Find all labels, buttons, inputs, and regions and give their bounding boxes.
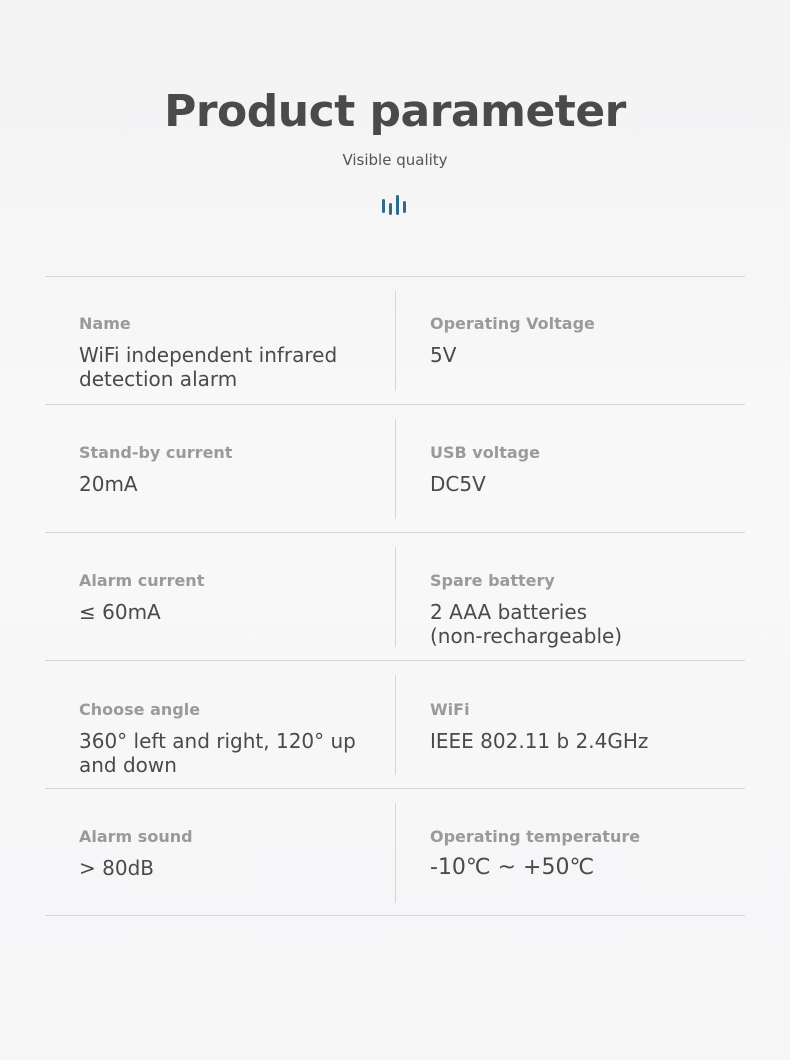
param-value: ≤ 60mA — [79, 600, 161, 624]
param-label: USB voltage — [430, 443, 540, 462]
param-value: WiFi independent infrared detection alarm — [79, 343, 338, 391]
param-value: 5V — [430, 343, 457, 367]
row-divider — [45, 532, 745, 533]
column-divider — [395, 419, 396, 519]
param-alarm-current — [79, 570, 379, 624]
param-label: Alarm sound — [79, 827, 193, 846]
param-alarm-sound — [79, 826, 379, 880]
row-divider — [45, 915, 745, 916]
param-usb-voltage — [430, 442, 730, 496]
param-label: WiFi — [430, 700, 470, 719]
param-value: 2 AAA batteries (non-rechargeable) — [430, 600, 623, 648]
column-divider — [395, 803, 396, 903]
param-operating-voltage — [430, 313, 730, 367]
param-choose-angle — [79, 699, 379, 777]
column-divider — [395, 291, 396, 391]
param-value: > 80dB — [79, 856, 154, 880]
param-value: DC5V — [430, 472, 486, 496]
param-label: Operating Voltage — [430, 314, 595, 333]
column-divider — [395, 675, 396, 775]
row-divider — [45, 788, 745, 789]
param-label: Operating temperature — [430, 827, 641, 846]
param-value: 20mA — [79, 472, 138, 496]
equalizer-bars-icon — [380, 193, 410, 219]
param-value: IEEE 802.11 b 2.4GHz — [430, 729, 649, 753]
row-divider — [45, 276, 745, 277]
param-spare-battery — [430, 570, 730, 648]
param-label: Choose angle — [79, 700, 201, 719]
page-subtitle: Visible quality — [342, 151, 448, 169]
param-label: Spare battery — [430, 571, 555, 590]
param-label: Alarm current — [79, 571, 205, 590]
param-name — [79, 313, 379, 391]
row-divider — [45, 404, 745, 405]
param-wifi — [430, 699, 730, 753]
param-value: 360° left and right, 120° up and down — [79, 729, 356, 777]
row-divider — [45, 660, 745, 661]
param-standby-current — [79, 442, 379, 496]
param-label: Stand-by current — [79, 443, 233, 462]
param-label: Name — [79, 314, 131, 333]
param-value: -10℃ ~ +50℃ — [430, 855, 595, 880]
param-operating-temperature — [430, 826, 730, 880]
page-title: Product parameter — [164, 86, 626, 137]
column-divider — [395, 547, 396, 647]
